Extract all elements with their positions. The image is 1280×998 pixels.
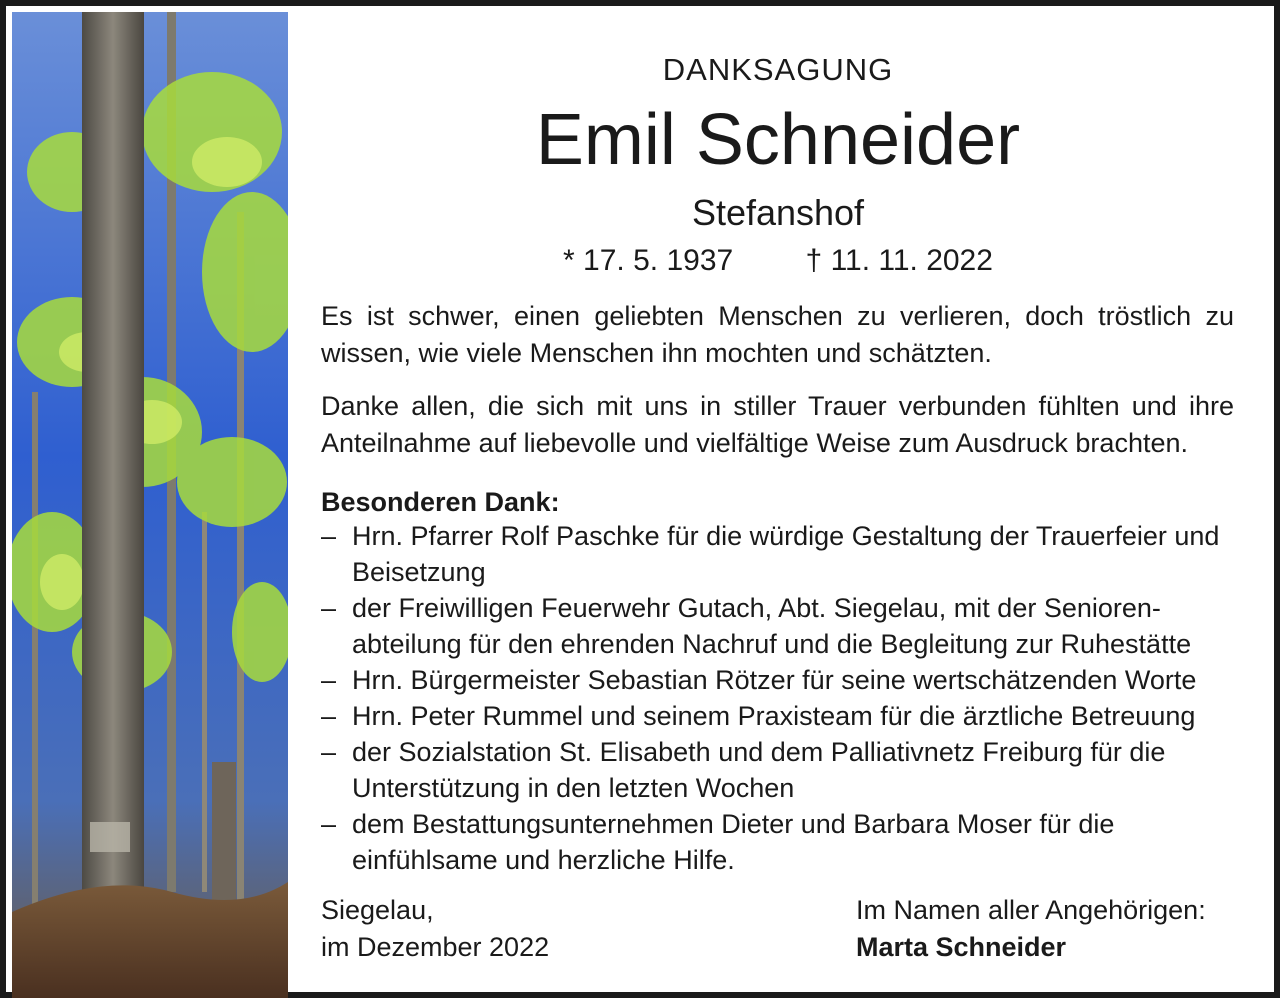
list-dash: – — [321, 737, 337, 767]
list-dash: – — [321, 521, 337, 551]
signature-block — [856, 892, 1206, 966]
list-item — [321, 734, 1234, 806]
list-item — [321, 518, 1234, 590]
thanks-list — [321, 518, 1234, 878]
list-item-text: der Sozialstation St. Elisabeth und dem Palliativnetz Freiburg für die Unterstützung in den letzten Wochen — [352, 737, 1166, 803]
list-item-text: der Freiwilligen Feuerwehr Gutach, Abt. Siegelau, mit der Senioren-abteilung für den ehrenden Nachruf und die Begleitung zur Ruhestätte — [352, 593, 1192, 659]
list-item-text: Hrn. Pfarrer Rolf Paschke für die würdige Gestaltung der Trauerfeier und Beisetzung — [352, 521, 1220, 587]
list-dash: – — [321, 593, 337, 623]
notice-heading: DANKSAGUNG — [662, 52, 894, 87]
forest-photo — [12, 12, 288, 998]
thanks-title: Besonderen Dank: — [321, 487, 560, 517]
list-item-text: Hrn. Peter Rummel und seinem Praxisteam für die ärztliche Betreuung — [352, 701, 1196, 731]
list-item-text: dem Bestattungsunternehmen Dieter und Barbara Moser für die einfühlsame und herzliche Hilfe. — [352, 809, 1115, 875]
birth-date: * 17. 5. 1937 — [563, 244, 734, 277]
deceased-name: Emil Schneider — [535, 100, 1021, 180]
signer-name: Marta Schneider — [856, 932, 1067, 962]
list-item-text: Hrn. Bürgermeister Sebastian Rötzer für seine wertschätzenden Worte — [352, 665, 1197, 695]
list-item — [321, 662, 1234, 698]
on-behalf-text: Im Namen aller Angehörigen: — [856, 895, 1206, 925]
paragraph-1: Es ist schwer, einen geliebten Menschen zu verlieren, doch tröstlich zu wissen, wie viele Menschen ihn mochten und schätzten. — [321, 301, 1234, 368]
notice-content — [288, 12, 1268, 986]
list-item — [321, 698, 1234, 734]
list-dash: – — [321, 809, 337, 839]
footer-date: im Dezember 2022 — [321, 932, 550, 962]
list-dash: – — [321, 665, 337, 695]
deceased-place: Stefanshof — [691, 192, 865, 233]
life-dates — [288, 244, 1268, 278]
footer-location: Siegelau, — [321, 895, 434, 925]
list-item — [321, 590, 1234, 662]
death-date: † 11. 11. 2022 — [805, 244, 993, 277]
paragraph-2: Danke allen, die sich mit uns in stiller Trauer verbunden fühlten und ihre Anteilnahme auf liebevolle und vielfältige Weise zum Ausdruck brachten. — [321, 391, 1234, 458]
list-dash: – — [321, 701, 337, 731]
list-item — [321, 806, 1234, 878]
